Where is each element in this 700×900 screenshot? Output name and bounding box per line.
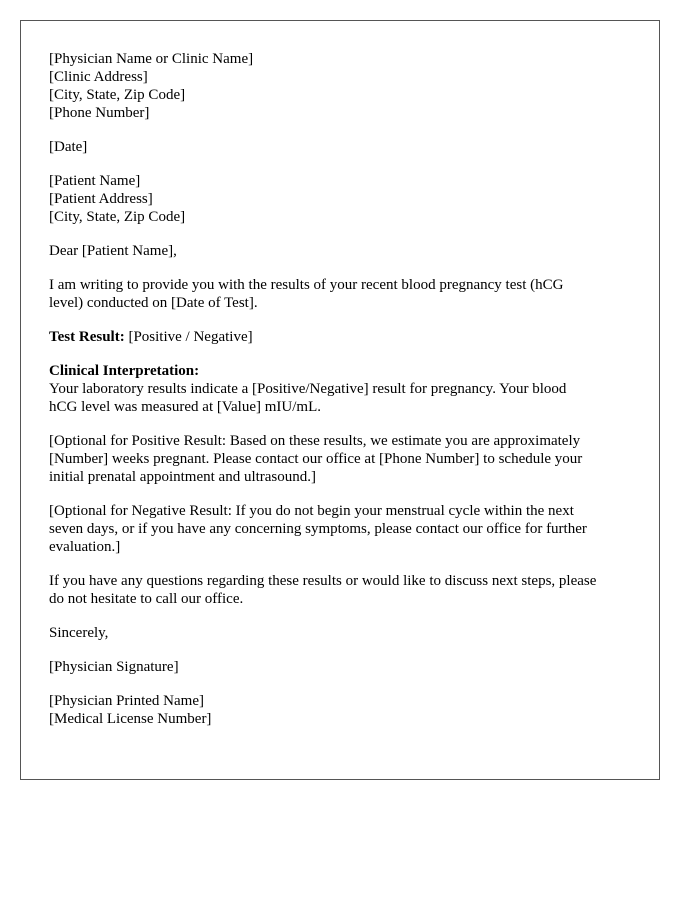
date-block bbox=[49, 138, 631, 156]
signature-block bbox=[49, 658, 631, 676]
test-result-label: Test Result: bbox=[49, 329, 125, 345]
sender-city-state-zip: [City, State, Zip Code] bbox=[49, 87, 186, 103]
salutation: Dear [Patient Name], bbox=[49, 243, 177, 259]
sender-address-block bbox=[49, 50, 631, 122]
signer-printed-name: [Physician Printed Name] bbox=[49, 693, 204, 709]
signature-placeholder: [Physician Signature] bbox=[49, 659, 179, 675]
intro-line: level) conducted on [Date of Test]. bbox=[49, 295, 258, 311]
questions-line: If you have any questions regarding these results or would like to discuss next steps, please bbox=[49, 573, 597, 589]
intro-line: I am writing to provide you with the results of your recent blood pregnancy test (hCG bbox=[49, 277, 564, 293]
interpretation-line: Your laboratory results indicate a [Positive/Negative] result for pregnancy. Your blood bbox=[49, 381, 567, 397]
recipient-address: [Patient Address] bbox=[49, 191, 153, 207]
letter-date: [Date] bbox=[49, 139, 88, 155]
optional-positive-paragraph bbox=[49, 432, 631, 486]
recipient-city-state-zip: [City, State, Zip Code] bbox=[49, 209, 186, 225]
closing: Sincerely, bbox=[49, 625, 109, 641]
questions-line: do not hesitate to call our office. bbox=[49, 591, 244, 607]
signer-license: [Medical License Number] bbox=[49, 711, 212, 727]
recipient-name: [Patient Name] bbox=[49, 173, 141, 189]
sender-phone: [Phone Number] bbox=[49, 105, 150, 121]
letter-document bbox=[20, 20, 660, 780]
optional-negative-line: seven days, or if you have any concerning symptoms, please contact our office for further bbox=[49, 521, 587, 537]
interpretation-line: hCG level was measured at [Value] mIU/mL. bbox=[49, 399, 321, 415]
optional-negative-line: evaluation.] bbox=[49, 539, 121, 555]
optional-positive-line: [Number] weeks pregnant. Please contact our office at [Phone Number] to schedule your bbox=[49, 451, 583, 467]
recipient-address-block bbox=[49, 172, 631, 226]
interpretation-heading: Clinical Interpretation: bbox=[49, 363, 200, 379]
optional-negative-line: [Optional for Negative Result: If you do not begin your menstrual cycle within the next bbox=[49, 503, 574, 519]
sender-address: [Clinic Address] bbox=[49, 69, 148, 85]
optional-negative-paragraph bbox=[49, 502, 631, 556]
closing-block bbox=[49, 624, 631, 642]
optional-positive-line: [Optional for Positive Result: Based on these results, we estimate you are approximately bbox=[49, 433, 581, 449]
interpretation-paragraph bbox=[49, 362, 631, 416]
test-result-paragraph bbox=[49, 328, 631, 346]
salutation-block bbox=[49, 242, 631, 260]
signer-block bbox=[49, 692, 631, 728]
sender-name: [Physician Name or Clinic Name] bbox=[49, 51, 254, 67]
test-result-line bbox=[49, 328, 631, 346]
questions-paragraph bbox=[49, 572, 631, 608]
optional-positive-line: initial prenatal appointment and ultrasound.] bbox=[49, 469, 317, 485]
test-result-value: [Positive / Negative] bbox=[124, 329, 253, 345]
intro-paragraph bbox=[49, 276, 631, 312]
